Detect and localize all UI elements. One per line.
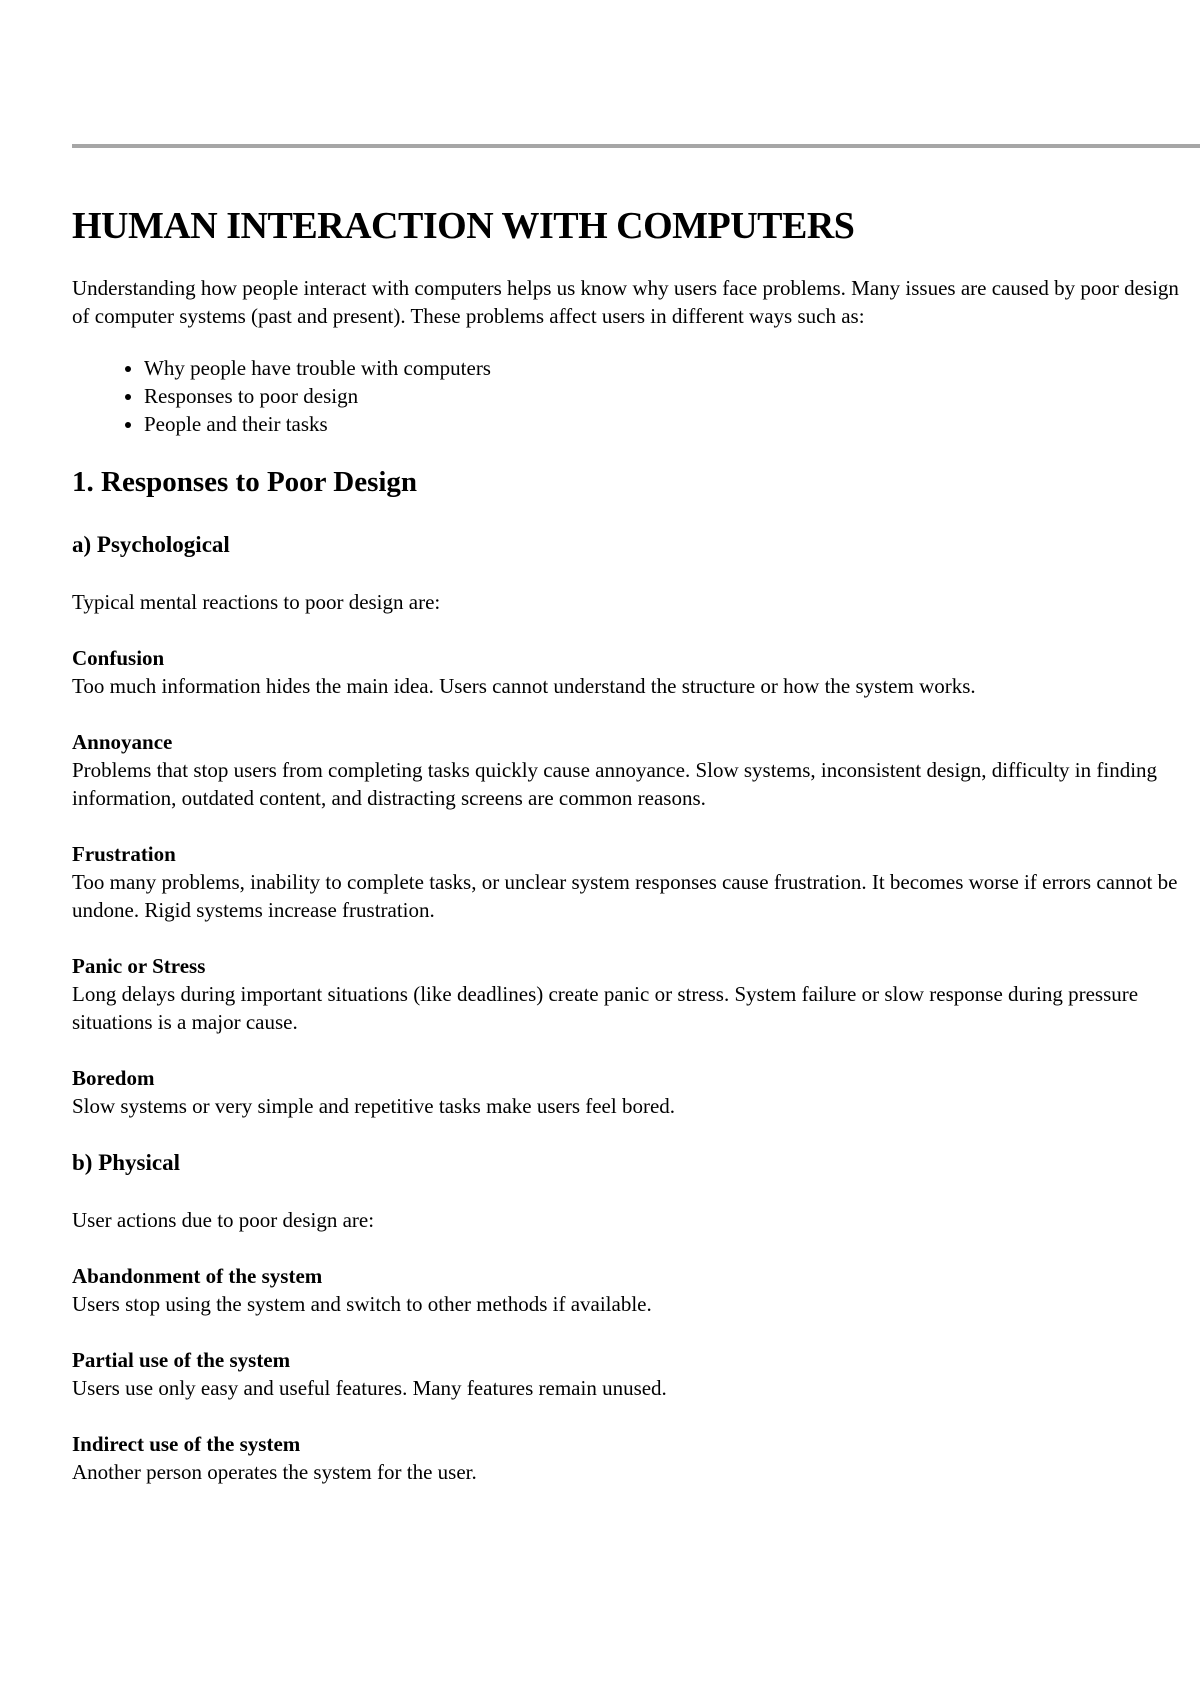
definition-term: Partial use of the system bbox=[72, 1348, 291, 1372]
definition-text: Users use only easy and useful features. Many features remain unused. bbox=[72, 1376, 667, 1400]
section-heading: 1. Responses to Poor Design bbox=[72, 466, 418, 498]
definition-item bbox=[72, 728, 1200, 812]
page-title: HUMAN INTERACTION WITH COMPUTERS bbox=[72, 205, 855, 247]
definition-text: Slow systems or very simple and repetitive tasks make users feel bored. bbox=[72, 1094, 676, 1118]
definition-text: Users stop using the system and switch to other methods if available. bbox=[72, 1292, 652, 1316]
definition-term: Indirect use of the system bbox=[72, 1432, 301, 1456]
definition-item bbox=[72, 1064, 1200, 1120]
definition-text: Long delays during important situations (like deadlines) create panic or stress. System failure or slow response during pressure situations is a major cause. bbox=[72, 982, 1139, 1034]
definition-text: Too many problems, inability to complete tasks, or unclear system responses cause frustration. It becomes worse if errors cannot be undone. Rigid systems increase frustration. bbox=[72, 870, 1178, 922]
definition-item bbox=[72, 1346, 1200, 1402]
definition-term: Confusion bbox=[72, 646, 165, 670]
definition-text: Too much information hides the main idea. Users cannot understand the structure or how the system works. bbox=[72, 674, 976, 698]
intro-paragraph: Understanding how people interact with computers helps us know why users face problems. Many issues are caused by poor design of computer systems (past and present). These problems affect users in different ways such as: bbox=[72, 276, 1179, 328]
document-body bbox=[72, 198, 1200, 1486]
list-item: • Responses to poor design bbox=[144, 382, 1200, 410]
topic-bullet-list bbox=[72, 354, 1200, 438]
definition-term: Frustration bbox=[72, 842, 176, 866]
definition-text: Another person operates the system for the user. bbox=[72, 1460, 477, 1484]
definition-item bbox=[72, 952, 1200, 1036]
definition-item bbox=[72, 1262, 1200, 1318]
list-item: • People and their tasks bbox=[144, 410, 1200, 438]
definition-term: Boredom bbox=[72, 1066, 155, 1090]
subsection-heading-physical: b) Physical bbox=[72, 1150, 180, 1175]
definition-text: Problems that stop users from completing tasks quickly cause annoyance. Slow systems, inconsistent design, difficulty in finding information, outdated content, and distracting screens are common reasons. bbox=[72, 758, 1158, 810]
list-item: • Why people have trouble with computers bbox=[144, 354, 1200, 382]
definition-term: Annoyance bbox=[72, 730, 173, 754]
subsection-heading-psychological: a) Psychological bbox=[72, 532, 230, 557]
definition-item bbox=[72, 644, 1200, 700]
definition-item bbox=[72, 1430, 1200, 1486]
horizontal-rule bbox=[72, 144, 1200, 148]
definition-item bbox=[72, 840, 1200, 924]
subsection-lead: User actions due to poor design are: bbox=[72, 1208, 375, 1232]
definition-term: Panic or Stress bbox=[72, 954, 206, 978]
subsection-lead: Typical mental reactions to poor design are: bbox=[72, 590, 441, 614]
definition-term: Abandonment of the system bbox=[72, 1264, 323, 1288]
